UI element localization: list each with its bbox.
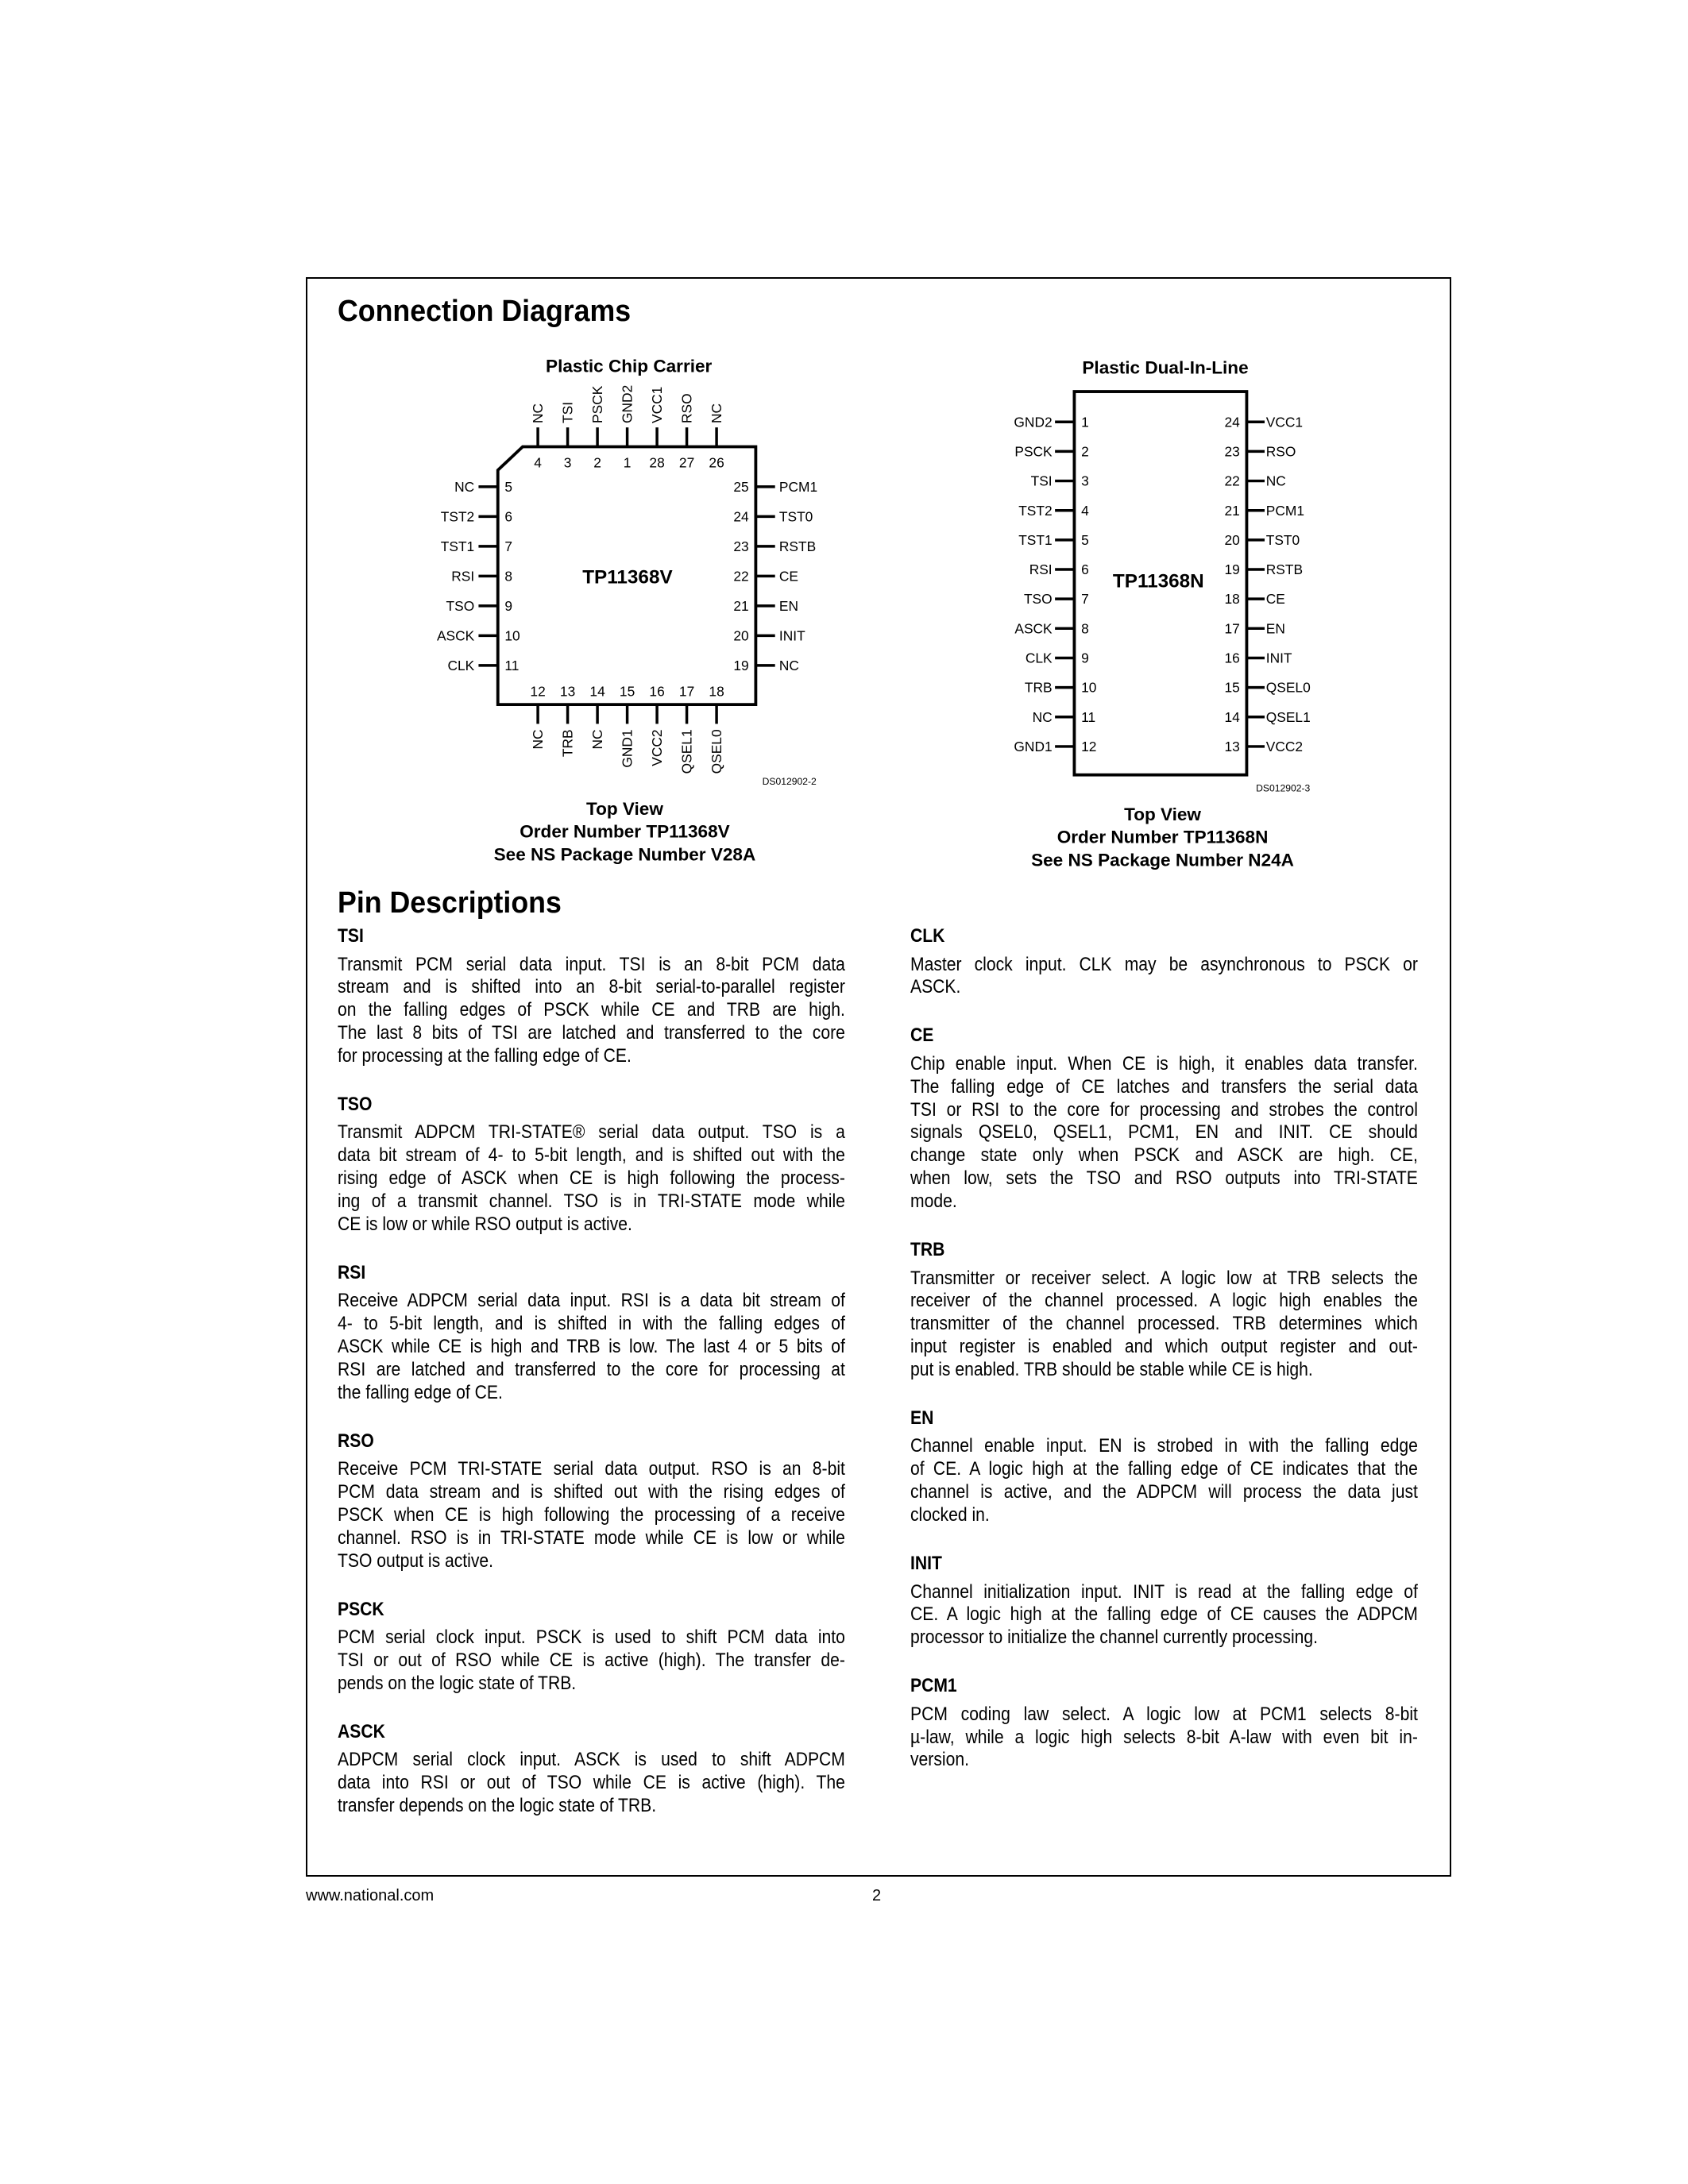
plcc-caption-line: Top View <box>586 799 663 820</box>
description-line: ing of a transmit channel. TSO is in TRI-STATE mode while <box>338 1190 845 1213</box>
pin-label: GND1 <box>619 729 635 768</box>
pin-number: 5 <box>1081 531 1089 548</box>
pin-descriptions-heading: Pin Descriptions <box>338 886 562 920</box>
pin-number: 18 <box>709 683 724 700</box>
pin-number: 11 <box>1081 708 1096 725</box>
pin-label: RSTB <box>778 538 817 554</box>
pin-description-rsi <box>338 1261 845 1405</box>
dip-caption-line: See NS Package Number N24A <box>1031 850 1294 870</box>
pin-name-heading: ASCK <box>338 1720 385 1742</box>
description-line: TSI or RSI to the core for processing and strobes the control <box>910 1098 1418 1121</box>
pin-label: VCC2 <box>1265 739 1304 755</box>
pin-number: 15 <box>1224 679 1240 696</box>
pin-label: CLK <box>1025 650 1053 666</box>
dip-caption-line: Top View <box>1124 804 1201 824</box>
pin-name-heading: PSCK <box>338 1598 384 1620</box>
connection-diagrams-heading: Connection Diagrams <box>338 295 632 328</box>
pin-label: RSO <box>1265 443 1296 460</box>
pin-descriptions-right-column <box>910 924 1418 1796</box>
pin-number: 14 <box>1224 708 1240 725</box>
description-line: PSCK when CE is high following the processing of a receive <box>338 1504 845 1526</box>
dip-chip-name: TP11368N <box>1112 570 1204 592</box>
pin-label: PCM1 <box>778 478 818 495</box>
pin-number: 4 <box>1081 502 1089 519</box>
pin-number: 15 <box>619 683 635 700</box>
description-line: channel is active, and the ADPCM will process the data just <box>910 1481 1418 1503</box>
pin-label: EN <box>1265 620 1285 637</box>
description-line: The falling edge of CE latches and transfers the serial data <box>910 1075 1418 1098</box>
description-line: ASCK. <box>910 976 961 998</box>
pin-number: 28 <box>649 454 665 471</box>
pin-number: 24 <box>1224 414 1240 430</box>
pin-label: TST2 <box>440 508 475 525</box>
pin-label: TSI <box>559 401 576 423</box>
pin-label: TRB <box>559 729 576 758</box>
pin-label: PCM1 <box>1265 502 1304 519</box>
description-line: ASCK while CE is high and TRB is low. The last 4 or 5 bits of <box>338 1336 845 1358</box>
description-line: Master clock input. CLK may be asynchronous to PSCK or <box>910 953 1418 975</box>
description-line: receiver of the channel processed. A logic high enables the <box>910 1290 1418 1312</box>
description-line: for processing at the falling edge of CE. <box>338 1045 632 1067</box>
pin-label: QSEL1 <box>1265 708 1311 725</box>
description-line: Transmitter or receiver select. A logic low at TRB selects the <box>910 1267 1418 1289</box>
description-line: Channel enable input. EN is strobed in with the falling edge <box>910 1435 1418 1457</box>
pin-number: 6 <box>504 508 513 525</box>
plcc-chip-name: TP11368V <box>582 566 673 588</box>
plcc-caption-line: Order Number TP11368V <box>520 821 730 842</box>
pin-number: 2 <box>593 454 601 471</box>
description-line: TSI or out of RSO while CE is active (high). The transfer de- <box>338 1650 845 1672</box>
description-line: change state only when PSCK and ASCK are high. CE, <box>910 1144 1418 1167</box>
pin-number: 24 <box>733 508 749 525</box>
pin-label: GND1 <box>1014 739 1053 755</box>
pin-label: NC <box>1032 708 1053 725</box>
description-line: data into RSI or out of TSO while CE is active (high). The <box>338 1772 845 1794</box>
pin-label: NC <box>530 729 547 750</box>
pin-name-heading: CLK <box>910 925 945 947</box>
pin-name-heading: TRB <box>910 1239 945 1261</box>
description-line: PCM coding law select. A logic low at PCM1 selects 8-bit <box>910 1703 1418 1725</box>
pin-label: NC <box>778 657 799 673</box>
pin-label: NC <box>1265 473 1286 489</box>
description-line: Receive PCM TRI-STATE serial data output. RSO is an 8-bit <box>338 1458 845 1480</box>
pin-descriptions-left-column <box>338 924 845 1843</box>
pin-label: TST0 <box>778 508 813 525</box>
pin-number: 7 <box>504 538 513 554</box>
pin-label: NC <box>530 403 547 423</box>
pin-label: NC <box>589 729 606 750</box>
pin-description-pcm1 <box>910 1674 1418 1772</box>
pin-number: 5 <box>504 478 513 495</box>
description-line: when low, sets the TSO and RSO outputs into TRI-STATE <box>910 1167 1418 1190</box>
plcc-title: Plastic Chip Carrier <box>546 356 713 376</box>
pin-number: 13 <box>559 683 576 700</box>
pin-number: 9 <box>1081 650 1089 666</box>
pin-label: QSEL0 <box>709 729 725 774</box>
pin-description-rso <box>338 1430 845 1573</box>
pin-number: 17 <box>678 683 695 700</box>
pin-number: 16 <box>1224 650 1240 666</box>
pin-name-heading: TSI <box>338 925 364 947</box>
pin-number: 19 <box>733 657 749 673</box>
pin-label: RSI <box>1029 561 1053 578</box>
pin-label: RSO <box>678 393 695 423</box>
pin-number: 23 <box>733 538 749 554</box>
pin-label: VCC1 <box>1265 414 1304 430</box>
pin-label: QSEL1 <box>678 729 695 774</box>
pin-description-tsi <box>338 924 845 1068</box>
pin-name-heading: RSI <box>338 1261 366 1283</box>
description-line: 4- to 5-bit length, and is shifted in with the falling edges of <box>338 1313 845 1335</box>
pin-number: 1 <box>623 454 632 471</box>
pin-number: 10 <box>504 627 520 644</box>
pin-description-clk <box>910 924 1418 999</box>
pin-number: 21 <box>733 597 749 614</box>
pin-number: 8 <box>1081 620 1089 637</box>
pin-label: NC <box>709 403 725 423</box>
pin-number: 13 <box>1224 739 1240 755</box>
description-line: clocked in. <box>910 1504 990 1526</box>
pin-label: QSEL0 <box>1265 679 1311 696</box>
description-line: signals QSEL0, QSEL1, PCM1, EN and INIT. CE should <box>910 1121 1418 1144</box>
description-line: mode. <box>910 1190 957 1213</box>
pin-description-tso <box>338 1093 845 1237</box>
description-line: the falling edge of CE. <box>338 1381 503 1403</box>
pin-number: 3 <box>1081 473 1089 489</box>
pin-description-asck <box>338 1720 845 1818</box>
pin-label: EN <box>778 597 799 614</box>
pin-number: 3 <box>563 454 572 471</box>
description-line: Transmit ADPCM TRI-STATE® serial data output. TSO is a <box>338 1121 845 1144</box>
pin-number: 25 <box>733 478 749 495</box>
pin-name-heading: CE <box>910 1024 934 1047</box>
pin-label: TRB <box>1024 679 1053 696</box>
plcc-drawing-id: DS012902-2 <box>762 775 817 787</box>
pin-number: 21 <box>1224 502 1240 519</box>
pin-number: 6 <box>1081 561 1089 578</box>
pin-number: 2 <box>1081 443 1089 460</box>
pin-label: INIT <box>778 627 805 644</box>
pin-label: TST2 <box>1018 502 1053 519</box>
pin-label: TSI <box>1030 473 1053 489</box>
description-line: Transmit PCM serial data input. TSI is an 8-bit PCM data <box>338 953 845 975</box>
pin-number: 19 <box>1224 561 1240 578</box>
pin-name-heading: TSO <box>338 1093 373 1115</box>
pin-number: 14 <box>589 683 605 700</box>
description-line: pends on the logic state of TRB. <box>338 1673 577 1695</box>
pin-number: 11 <box>504 657 520 673</box>
pin-label: PSCK <box>589 385 606 423</box>
plcc-caption-line: See NS Package Number V28A <box>493 844 756 865</box>
description-line: input register is enabled and which output register and out- <box>910 1336 1418 1358</box>
pin-label: ASCK <box>436 627 475 644</box>
description-line: CE. A logic high at the falling edge of CE causes the ADPCM <box>910 1603 1418 1626</box>
pin-number: 7 <box>1081 591 1089 608</box>
pin-label: PSCK <box>1014 443 1053 460</box>
description-line: RSI are latched and transferred to the core for processing at <box>338 1359 845 1381</box>
pin-label: TSO <box>1023 591 1053 608</box>
pin-number: 27 <box>678 454 695 471</box>
description-line: rising edge of ASCK when CE is high following the process- <box>338 1167 845 1190</box>
description-line: Receive ADPCM serial data input. RSI is a data bit stream of <box>338 1290 845 1312</box>
pin-number: 26 <box>709 454 724 471</box>
dip-drawing-id: DS012902-3 <box>1256 782 1311 794</box>
description-line: ADPCM serial clock input. ASCK is used to shift ADPCM <box>338 1749 845 1771</box>
pin-number: 10 <box>1081 679 1097 696</box>
pin-label: CE <box>778 568 799 585</box>
pin-label: ASCK <box>1014 620 1053 637</box>
pin-number: 9 <box>504 597 513 614</box>
description-line: Channel initialization input. INIT is read at the falling edge of <box>910 1580 1418 1603</box>
pin-name-heading: RSO <box>338 1430 374 1452</box>
description-line: transfer depends on the logic state of TRB. <box>338 1795 657 1817</box>
description-line: put is enabled. TRB should be stable while CE is high. <box>910 1359 1313 1381</box>
pin-label: TST0 <box>1265 531 1300 548</box>
pin-label: NC <box>454 478 475 495</box>
pin-label: GND2 <box>1014 414 1053 430</box>
pin-name-heading: PCM1 <box>910 1675 957 1697</box>
description-line: version. <box>910 1749 969 1771</box>
pin-label: TST1 <box>440 538 475 554</box>
pin-description-ce <box>910 1024 1418 1214</box>
description-line: transmitter of the channel processed. TRB determines which <box>910 1313 1418 1335</box>
pin-description-init <box>910 1552 1418 1650</box>
description-line: processor to initialize the channel currently processing. <box>910 1626 1319 1649</box>
pin-description-psck <box>338 1598 845 1696</box>
page-number: 2 <box>872 1887 882 1904</box>
pin-number: 1 <box>1081 414 1089 430</box>
pin-name-heading: EN <box>910 1406 934 1429</box>
description-line: Chip enable input. When CE is high, it enables data transfer. <box>910 1052 1418 1075</box>
pin-number: 16 <box>649 683 665 700</box>
pin-description-trb <box>910 1238 1418 1382</box>
pin-number: 12 <box>530 683 546 700</box>
description-line: PCM data stream and is shifted out with the rising edges of <box>338 1481 845 1503</box>
pin-number: 22 <box>1224 473 1240 489</box>
dip-title: Plastic Dual-In-Line <box>1082 357 1249 378</box>
pin-number: 20 <box>1224 531 1240 548</box>
pin-number: 17 <box>1224 620 1240 637</box>
pin-label: VCC2 <box>649 729 666 766</box>
pin-number: 12 <box>1081 739 1097 755</box>
pin-label: INIT <box>1265 650 1292 666</box>
pin-number: 8 <box>504 568 513 585</box>
description-line: CE is low or while RSO output is active. <box>338 1214 632 1236</box>
description-line: on the falling edges of PSCK while CE and TRB are high. <box>338 999 845 1021</box>
pin-number: 18 <box>1224 591 1240 608</box>
pin-label: VCC1 <box>649 386 666 423</box>
description-line: PCM serial clock input. PSCK is used to shift PCM data into <box>338 1626 845 1649</box>
description-line: The last 8 bits of TSI are latched and transferred to the core <box>338 1022 845 1044</box>
connection-diagrams <box>0 0 1688 953</box>
pin-label: TST1 <box>1018 531 1053 548</box>
pin-label: RSI <box>451 568 475 585</box>
pin-label: TSO <box>446 597 475 614</box>
pin-name-heading: INIT <box>910 1553 942 1575</box>
pin-label: GND2 <box>619 384 635 423</box>
pin-number: 20 <box>733 627 749 644</box>
pin-label: CLK <box>447 657 475 673</box>
pin-number: 23 <box>1224 443 1240 460</box>
pin-number: 22 <box>733 568 749 585</box>
description-line: channel. RSO is in TRI-STATE mode while CE is low or while <box>338 1527 845 1549</box>
description-line: TSO output is active. <box>338 1549 494 1572</box>
description-line: µ-law, while a logic high selects 8-bit A-law with even bit in- <box>910 1726 1418 1748</box>
description-line: of CE. A logic high at the falling edge of CE indicates that the <box>910 1458 1418 1480</box>
footer-url: www.national.com <box>306 1887 435 1904</box>
pin-number: 4 <box>534 454 542 471</box>
pin-label: CE <box>1265 591 1285 608</box>
pin-description-en <box>910 1406 1418 1527</box>
description-line: data bit stream of 4- to 5-bit length, and is shifted out with the <box>338 1144 845 1167</box>
description-line: stream and is shifted into an 8-bit serial-to-parallel register <box>338 976 845 998</box>
pin-label: RSTB <box>1265 561 1304 578</box>
dip-caption-line: Order Number TP11368N <box>1056 827 1269 847</box>
